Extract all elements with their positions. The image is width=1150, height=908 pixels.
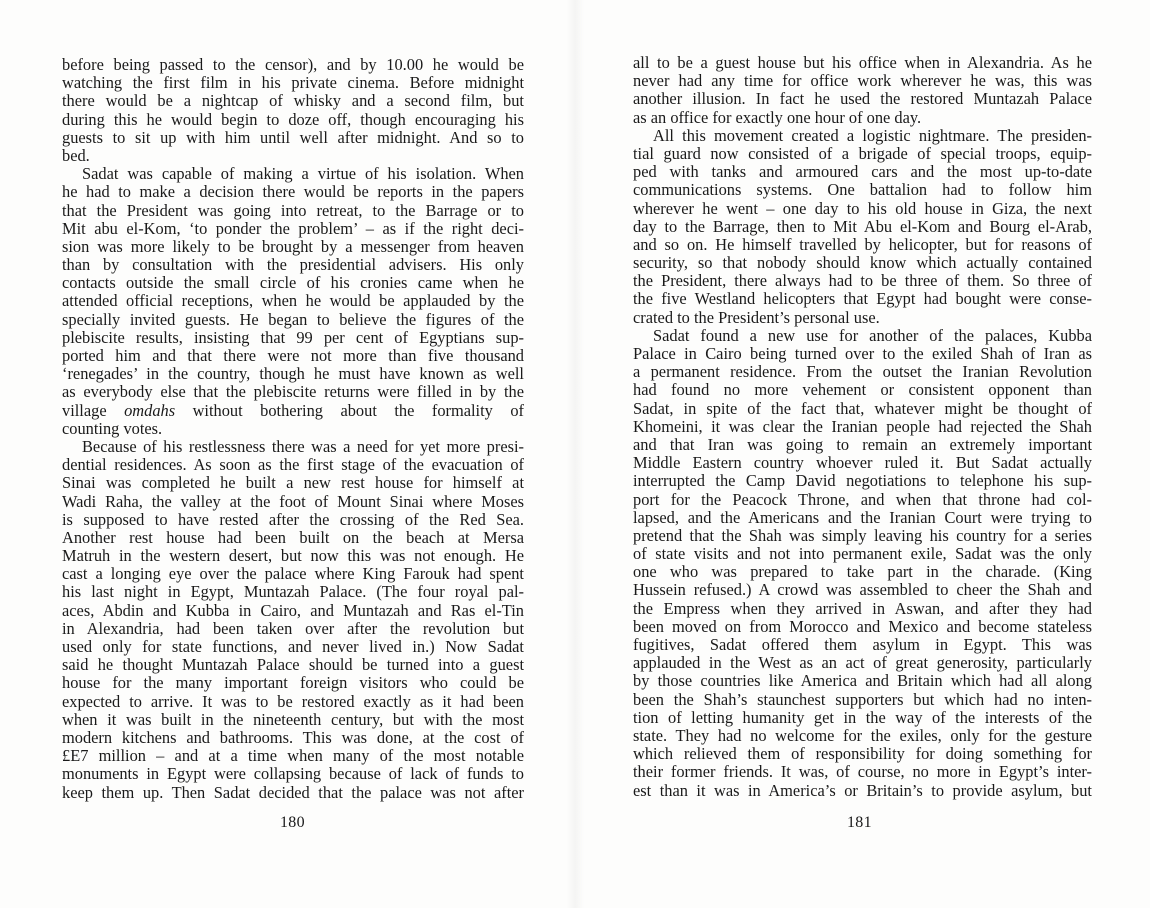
- text-line: Mit abu el-Kom, ‘to ponder the problem’ – as if the right deci-: [62, 218, 524, 238]
- text-line: and so on. He himself travelled by helicopter, but for reasons of: [633, 234, 1092, 254]
- text-line: said he thought Muntazah Palace should be turned into a guest: [62, 655, 524, 675]
- text-line: Khomeini, it was clear the Iranian people had rejected the Shah: [633, 416, 1092, 436]
- text-line: counting votes.: [62, 418, 163, 438]
- text-line: there would be a nightcap of whisky and a second film, but: [62, 91, 524, 111]
- text-line: of state visits and not into permanent exile, Sadat was the only: [633, 544, 1092, 564]
- text-line: village omdahs without bothering about the formality of: [62, 400, 524, 420]
- text-line: All this movement created a logistic nightmare. The presiden-: [653, 125, 1092, 145]
- text-line: security, so that nobody should know which actually contained: [633, 253, 1092, 273]
- text-line: he had to make a decision there would be reports in the papers: [62, 182, 524, 202]
- text-line: guests to sit up with him until well after midnight. And so to: [62, 127, 524, 147]
- italic-term: omdahs: [124, 400, 176, 420]
- text-line: fugitives, Sadat offered them asylum in Egypt. This was: [633, 635, 1092, 654]
- text-line: Sadat was capable of making a virtue of his isolation. When: [82, 164, 524, 184]
- text-line: watching the first film in his private cinema. Before midnight: [62, 73, 524, 93]
- text-line: Middle Eastern country whoever ruled it. But Sadat actually: [633, 453, 1092, 473]
- text-line: ported him and that there were not more than five thousand: [62, 346, 524, 365]
- text-line: Because of his restlessness there was a need for yet more presi-: [82, 436, 524, 456]
- text-line: been moved on from Morocco and Mexico and become stateless: [633, 616, 1092, 636]
- text-line: which relieved them of responsibility for doing something for: [633, 744, 1092, 764]
- text-line: one who was prepared to take part in the charade. (King: [633, 562, 1092, 582]
- page-number-left: 180: [280, 814, 305, 831]
- text-line: before being passed to the censor), and by 10.00 he would be: [62, 55, 524, 74]
- text-line: the President, there always had to be three of them. So three of: [633, 271, 1092, 291]
- text-line: keep them up. Then Sadat decided that the palace was not after: [62, 782, 524, 802]
- text-line: as an office for exactly one hour of one day.: [633, 107, 922, 127]
- text-line: been the Shah’s staunchest supporters but which had no inten-: [633, 689, 1092, 709]
- text-line: and that Iran was going to remain an extremely important: [633, 434, 1092, 454]
- text-line: the Empress when they arrived in Aswan, and after they had: [633, 598, 1092, 618]
- text-line: wherever he went – one day to his old house in Giza, the next: [633, 198, 1092, 218]
- text-line: a permanent residence. From the outset the Iranian Revolution: [633, 362, 1092, 382]
- text-line: est than it was in America’s or Britain’s to provide asylum, but: [633, 780, 1092, 800]
- text-line: their former friends. It was, of course, no more in Egypt’s inter-: [633, 762, 1092, 782]
- text-line: monuments in Egypt were collapsing because of lack of funds to: [62, 764, 524, 784]
- text-line: Hussein refused.) A crowd was assembled to cheer the Shah and: [633, 580, 1092, 600]
- text-line: state. They had no welcome for the exiles, only for the gesture: [633, 725, 1092, 745]
- text-line: attended official receptions, when he would be applauded by the: [62, 291, 524, 311]
- text-line: by those countries like America and Britain which had all along: [633, 671, 1092, 691]
- text-line: ped with tanks and armoured cars and the most up-to-date: [633, 162, 1092, 182]
- text-line: during this he would begin to doze off, though encouraging his: [62, 109, 524, 129]
- left-page-body: [62, 56, 524, 802]
- text-line: modern kitchens and bathrooms. This was done, at the cost of: [62, 727, 524, 747]
- text-line: Wadi Raha, the valley at the foot of Mount Sinai where Moses: [62, 491, 524, 511]
- text-line: Sinai was completed he built a new rest house for himself at: [62, 473, 524, 493]
- text-line: Another rest house had been built on the beach at Mersa: [62, 527, 524, 547]
- text-line: specially invited guests. He began to believe the figures of the: [62, 309, 524, 329]
- text-line: as everybody else that the plebiscite returns were filled in by the: [62, 382, 524, 402]
- text-line: contacts outside the small circle of his cronies came when he: [62, 273, 524, 293]
- text-line: interrupted the Camp David negotiations to telephone his sup-: [633, 471, 1092, 491]
- text-line: ‘renegades’ in the country, though he must have known as well: [62, 364, 524, 384]
- text-line: bed.: [62, 145, 90, 165]
- text-line: plebiscite results, insisting that 99 per cent of Egyptians sup-: [62, 327, 524, 347]
- text-line: never had any time for office work wherever he was, this was: [633, 71, 1092, 91]
- text-line: expected to arrive. It was to be restored exactly as it had been: [62, 691, 524, 711]
- text-line: cast a longing eye over the palace where King Farouk had spent: [62, 564, 524, 584]
- text-line: Matruh in the western desert, but now this was not enough. He: [62, 546, 524, 566]
- text-line: sion was more likely to be brought by a messenger from heaven: [62, 236, 524, 256]
- text-line: applauded in the West as an act of great generosity, particularly: [633, 653, 1092, 673]
- text-line: all to be a guest house but his office when in Alexandria. As he: [633, 53, 1092, 72]
- text-line: pretend that the Shah was simply leaving his country for a series: [633, 525, 1092, 545]
- text-line: had found no more vehement or consistent opponent than: [633, 380, 1092, 400]
- text-line: his last night in Egypt, Muntazah Palace. (The four royal pal-: [62, 582, 524, 602]
- text-line: house for the many important foreign visitors who could be: [62, 673, 524, 693]
- text-line: in Alexandria, had been taken over after the revolution but: [62, 618, 524, 638]
- text-line: used only for state functions, and never lived in.) Now Sadat: [62, 637, 524, 656]
- text-line: when it was built in the nineteenth century, but with the most: [62, 709, 524, 729]
- right-page-body: [633, 54, 1092, 800]
- text-line: tial guard now consisted of a brigade of special troops, equip-: [633, 143, 1092, 163]
- text-line: crated to the President’s personal use.: [633, 307, 880, 327]
- text-line: that the President was going into retreat, to the Barrage or to: [62, 200, 524, 220]
- text-line: Sadat, in spite of the fact that, whatever might be thought of: [633, 398, 1092, 418]
- text-line: Sadat found a new use for another of the palaces, Kubba: [653, 325, 1092, 345]
- text-line: than by consultation with the presidential advisers. His only: [62, 255, 524, 275]
- text-line: dential residences. As soon as the first stage of the evacuation of: [62, 455, 524, 475]
- text-line: tion of letting humanity get in the way of the interests of the: [633, 707, 1092, 727]
- page-number-right: 181: [847, 814, 872, 831]
- text-line: lapsed, and the Americans and the Iranian Court were trying to: [633, 507, 1092, 527]
- right-page: [575, 0, 1150, 908]
- text-line: aces, Abdin and Kubba in Cairo, and Muntazah and Ras el-Tin: [62, 600, 524, 620]
- text-line: the five Westland helicopters that Egypt had bought were conse-: [633, 289, 1092, 309]
- text-line: day to the Barrage, then to Mit Abu el-Kom and Bourg el-Arab,: [633, 216, 1092, 236]
- text-line: communications systems. One battalion had to follow him: [633, 180, 1092, 200]
- text-line: port for the Peacock Throne, and when that throne had col-: [633, 489, 1092, 509]
- text-line: is supposed to have rested after the crossing of the Red Sea.: [62, 509, 524, 529]
- text-line: another illusion. In fact he used the restored Muntazah Palace: [633, 89, 1092, 109]
- text-line: Palace in Cairo being turned over to the exiled Shah of Iran as: [633, 344, 1092, 363]
- text-line: £E7 million – and at a time when many of the most notable: [62, 746, 524, 766]
